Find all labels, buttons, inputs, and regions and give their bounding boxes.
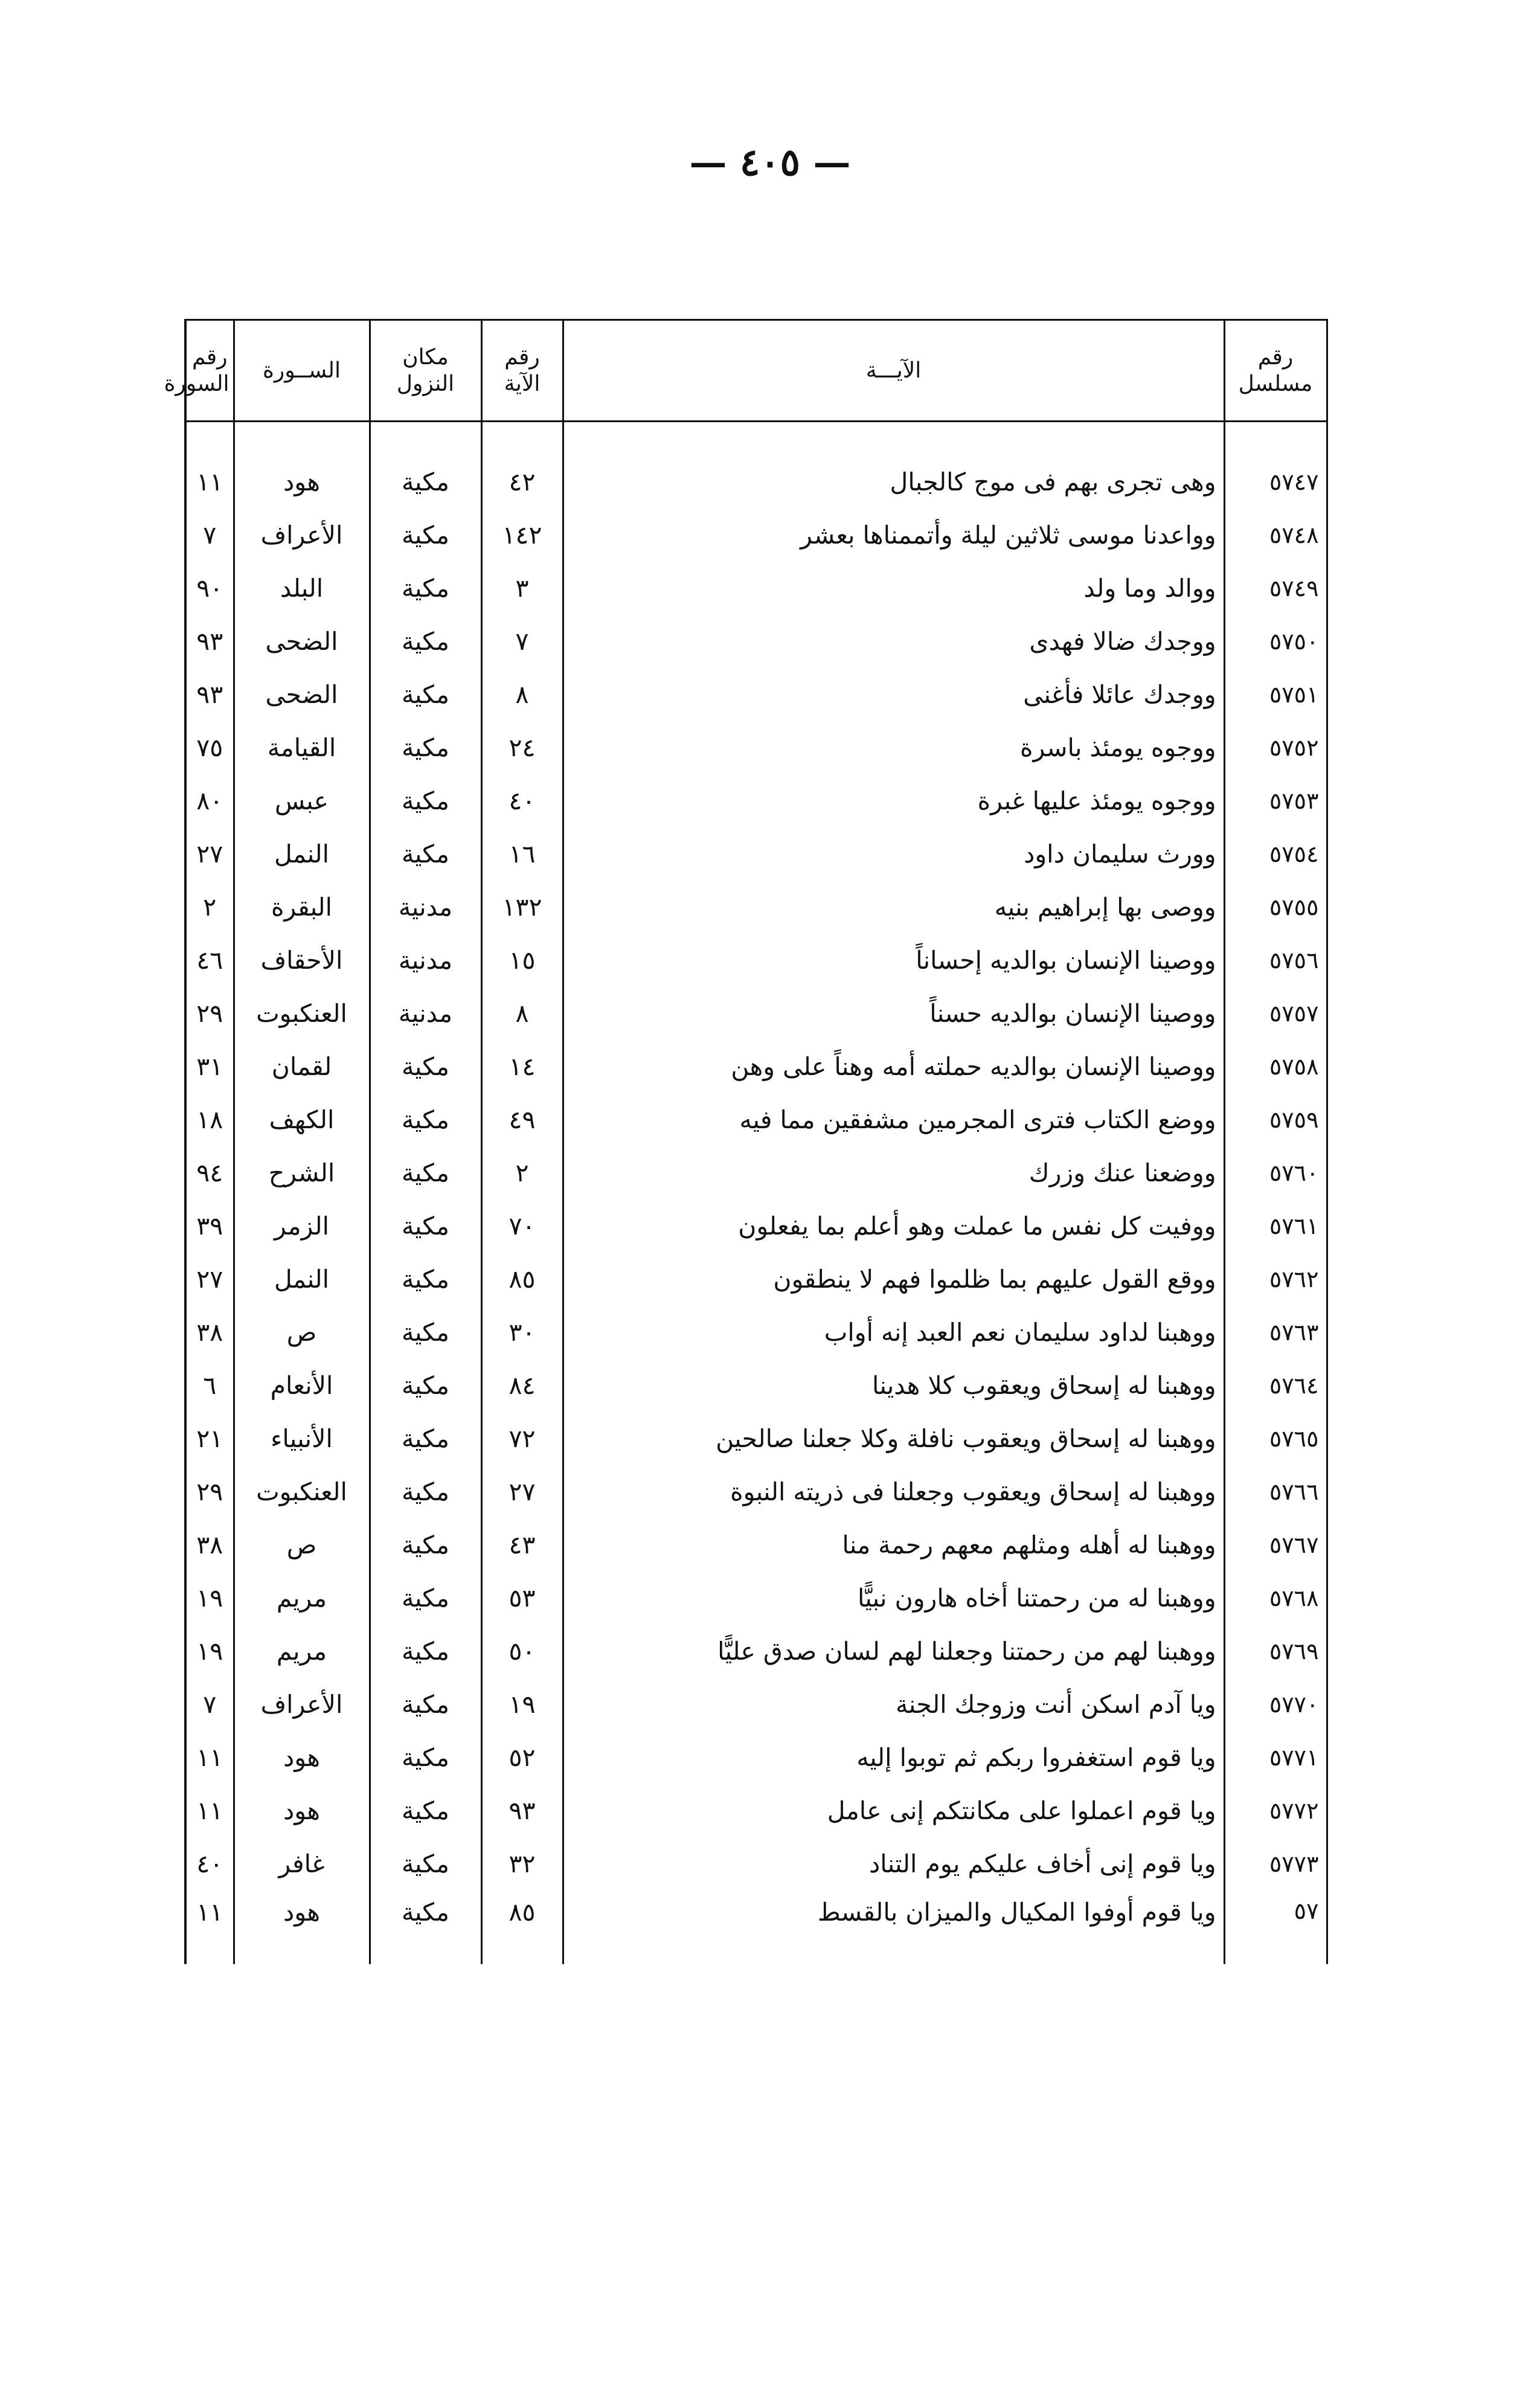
- surah-cell: الضحى: [234, 615, 370, 668]
- place-cell: مكية: [370, 1093, 481, 1146]
- surah-number-cell: ٧: [185, 1678, 234, 1731]
- table-row: [185, 827, 1327, 881]
- ayah-number-cell: ٢٤: [481, 721, 563, 774]
- verse-index-table: [164, 319, 1328, 1964]
- serial-cell: ٥٧٧٢: [1224, 1784, 1327, 1837]
- place-cell: مكية: [370, 1040, 481, 1093]
- serial-cell: ٥٧٥٢: [1224, 721, 1327, 774]
- serial-cell: ٥٧٦٦: [1224, 1465, 1327, 1518]
- surah-number-cell: ١١: [185, 1890, 234, 1964]
- place-cell: مكية: [370, 1678, 481, 1731]
- surah-number-cell: ٧٥: [185, 721, 234, 774]
- surah-number-cell: ١٩: [185, 1572, 234, 1625]
- surah-cell: الأحقاف: [234, 934, 370, 987]
- serial-cell: ٥٧: [1224, 1890, 1327, 1964]
- place-cell: مدنية: [370, 881, 481, 934]
- surah-cell: النمل: [234, 1253, 370, 1306]
- surah-number-cell: ٣٩: [185, 1199, 234, 1253]
- ayah-number-cell: ٤٩: [481, 1093, 563, 1146]
- surah-number-cell: ٦: [185, 1359, 234, 1412]
- ayah-cell: ووهبنا له من رحمتنا أخاه هارون نبيًّا: [563, 1572, 1224, 1625]
- ayah-number-cell: ١٩: [481, 1678, 563, 1731]
- surah-number-cell: ٩٠: [185, 562, 234, 615]
- place-cell: مكية: [370, 1837, 481, 1890]
- ayah-cell: ويا قوم استغفروا ربكم ثم توبوا إليه: [563, 1731, 1224, 1784]
- place-cell: مكية: [370, 1784, 481, 1837]
- place-cell: مكية: [370, 774, 481, 827]
- ayah-number-cell: ٢٧: [481, 1465, 563, 1518]
- surah-number-cell: ٢٧: [185, 827, 234, 881]
- surah-cell: البقرة: [234, 881, 370, 934]
- table-row: [185, 1890, 1327, 1964]
- table-row: [185, 1146, 1327, 1199]
- surah-number-cell: ٣٨: [185, 1518, 234, 1572]
- place-cell: مكية: [370, 615, 481, 668]
- header-serial: رقم مسلسل: [1224, 320, 1327, 422]
- surah-cell: لقمان: [234, 1040, 370, 1093]
- surah-cell: ص: [234, 1518, 370, 1572]
- surah-number-cell: ١١: [185, 455, 234, 509]
- table-row: [185, 1253, 1327, 1306]
- ayah-number-cell: ٥٠: [481, 1625, 563, 1678]
- ayah-cell: ووجدك عائلا فأغنى: [563, 668, 1224, 721]
- table-row: [185, 1837, 1327, 1890]
- table-row: [185, 774, 1327, 827]
- place-cell: مدنية: [370, 934, 481, 987]
- ayah-cell: ووهبنا له إسحاق ويعقوب وجعلنا فى ذريته النبوة: [563, 1465, 1224, 1518]
- ayah-cell: ويا آدم اسكن أنت وزوجك الجنة: [563, 1678, 1224, 1731]
- ayah-cell: ويا قوم اعملوا على مكانتكم إنى عامل: [563, 1784, 1224, 1837]
- ayah-number-cell: ٤٠: [481, 774, 563, 827]
- serial-cell: ٥٧٤٩: [1224, 562, 1327, 615]
- serial-cell: ٥٧٦٣: [1224, 1306, 1327, 1359]
- place-cell: مكية: [370, 455, 481, 509]
- serial-cell: ٥٧٥٥: [1224, 881, 1327, 934]
- table-row: [185, 668, 1327, 721]
- table-row: [185, 1040, 1327, 1093]
- header-ayah-number: رقم الآية: [481, 320, 563, 422]
- ayah-cell: وورث سليمان داود: [563, 827, 1224, 881]
- serial-cell: ٥٧٤٨: [1224, 509, 1327, 562]
- surah-cell: غافر: [234, 1837, 370, 1890]
- surah-cell: ص: [234, 1306, 370, 1359]
- table-row: [185, 934, 1327, 987]
- place-cell: مكية: [370, 668, 481, 721]
- table-row: [185, 1731, 1327, 1784]
- serial-cell: ٥٧٧٣: [1224, 1837, 1327, 1890]
- ayah-cell: ووضعنا عنك وزرك: [563, 1146, 1224, 1199]
- serial-cell: ٥٧٥٦: [1224, 934, 1327, 987]
- table-row: [185, 509, 1327, 562]
- table-row: [185, 1306, 1327, 1359]
- ayah-cell: ووهبنا له إسحاق ويعقوب كلا هدينا: [563, 1359, 1224, 1412]
- ayah-number-cell: ٧٠: [481, 1199, 563, 1253]
- ayah-number-cell: ٤٢: [481, 455, 563, 509]
- place-cell: مكية: [370, 721, 481, 774]
- surah-number-cell: ١٩: [185, 1625, 234, 1678]
- serial-cell: ٥٧٦٠: [1224, 1146, 1327, 1199]
- place-cell: مكية: [370, 1465, 481, 1518]
- surah-cell: الأنبياء: [234, 1412, 370, 1465]
- serial-cell: ٥٧٦٢: [1224, 1253, 1327, 1306]
- ayah-number-cell: ١٥: [481, 934, 563, 987]
- ayah-number-cell: ٥٢: [481, 1731, 563, 1784]
- serial-cell: ٥٧٥٠: [1224, 615, 1327, 668]
- surah-cell: الأعراف: [234, 1678, 370, 1731]
- surah-cell: الأنعام: [234, 1359, 370, 1412]
- place-cell: مكية: [370, 1518, 481, 1572]
- header-surah-number: رقم السورة: [185, 320, 234, 422]
- surah-number-cell: ٩٣: [185, 668, 234, 721]
- surah-number-cell: ٣٨: [185, 1306, 234, 1359]
- spacer-cell: [370, 422, 481, 456]
- surah-number-cell: ٢١: [185, 1412, 234, 1465]
- place-cell: مكية: [370, 1731, 481, 1784]
- spacer-row: [185, 422, 1327, 456]
- place-cell: مكية: [370, 1199, 481, 1253]
- surah-number-cell: ٢: [185, 881, 234, 934]
- surah-cell: الكهف: [234, 1093, 370, 1146]
- ayah-number-cell: ٣٢: [481, 1837, 563, 1890]
- place-cell: مكية: [370, 562, 481, 615]
- ayah-cell: ووصينا الإنسان بوالديه حسناً: [563, 987, 1224, 1040]
- page-number: — ٤٠٥ —: [689, 140, 851, 184]
- ayah-number-cell: ٨: [481, 987, 563, 1040]
- ayah-cell: ويا قوم أوفوا المكيال والميزان بالقسط: [563, 1890, 1224, 1964]
- serial-cell: ٥٧٦٨: [1224, 1572, 1327, 1625]
- ayah-cell: ووهبنا لهم من رحمتنا وجعلنا لهم لسان صدق عليًّا: [563, 1625, 1224, 1678]
- spacer-cell: [481, 422, 563, 456]
- table-row: [185, 615, 1327, 668]
- place-cell: مكية: [370, 1146, 481, 1199]
- table-row: [185, 1412, 1327, 1465]
- header-surah: الســورة: [234, 320, 370, 422]
- ayah-cell: ووجوه يومئذ عليها غبرة: [563, 774, 1224, 827]
- ayah-cell: وواعدنا موسى ثلاثين ليلة وأتممناها بعشر: [563, 509, 1224, 562]
- serial-cell: ٥٧٦١: [1224, 1199, 1327, 1253]
- surah-number-cell: ٢٩: [185, 987, 234, 1040]
- serial-cell: ٥٧٤٧: [1224, 455, 1327, 509]
- place-cell: مكية: [370, 1572, 481, 1625]
- ayah-cell: ووهبنا له إسحاق ويعقوب نافلة وكلا جعلنا صالحين: [563, 1412, 1224, 1465]
- ayah-cell: ووهبنا له أهله ومثلهم معهم رحمة منا: [563, 1518, 1224, 1572]
- surah-number-cell: ٢٩: [185, 1465, 234, 1518]
- surah-number-cell: ٤٠: [185, 1837, 234, 1890]
- table-row: [185, 1359, 1327, 1412]
- serial-cell: ٥٧٥٤: [1224, 827, 1327, 881]
- surah-number-cell: ٩٤: [185, 1146, 234, 1199]
- ayah-number-cell: ٨٤: [481, 1359, 563, 1412]
- serial-cell: ٥٧٧٠: [1224, 1678, 1327, 1731]
- serial-cell: ٥٧٦٧: [1224, 1518, 1327, 1572]
- table-row: [185, 1199, 1327, 1253]
- ayah-cell: ووصينا الإنسان بوالديه حملته أمه وهناً على وهن: [563, 1040, 1224, 1093]
- surah-cell: هود: [234, 1731, 370, 1784]
- surah-number-cell: ٧: [185, 509, 234, 562]
- ayah-number-cell: ٢: [481, 1146, 563, 1199]
- ayah-cell: ووفيت كل نفس ما عملت وهو أعلم بما يفعلون: [563, 1199, 1224, 1253]
- spacer-cell: [234, 422, 370, 456]
- place-cell: مكية: [370, 509, 481, 562]
- place-cell: مكية: [370, 1412, 481, 1465]
- surah-cell: العنكبوت: [234, 987, 370, 1040]
- surah-cell: هود: [234, 1890, 370, 1964]
- table-row: [185, 1678, 1327, 1731]
- ayah-number-cell: ٣: [481, 562, 563, 615]
- surah-cell: النمل: [234, 827, 370, 881]
- table-row: [185, 455, 1327, 509]
- surah-cell: الضحى: [234, 668, 370, 721]
- surah-number-cell: ١١: [185, 1731, 234, 1784]
- surah-cell: البلد: [234, 562, 370, 615]
- ayah-cell: ووصينا الإنسان بوالديه إحساناً: [563, 934, 1224, 987]
- place-cell: مكية: [370, 1890, 481, 1964]
- ayah-cell: ويا قوم إنى أخاف عليكم يوم التناد: [563, 1837, 1224, 1890]
- serial-cell: ٥٧٦٩: [1224, 1625, 1327, 1678]
- spacer-cell: [563, 422, 1224, 456]
- place-cell: مكية: [370, 1359, 481, 1412]
- ayah-cell: ووجدك ضالا فهدى: [563, 615, 1224, 668]
- ayah-number-cell: ٩٣: [481, 1784, 563, 1837]
- place-cell: مكية: [370, 1625, 481, 1678]
- ayah-cell: ووصى بها إبراهيم بنيه: [563, 881, 1224, 934]
- ayah-number-cell: ٧٢: [481, 1412, 563, 1465]
- table-row: [185, 1572, 1327, 1625]
- place-cell: مكية: [370, 1253, 481, 1306]
- ayah-number-cell: ١٣٢: [481, 881, 563, 934]
- place-cell: مدنية: [370, 987, 481, 1040]
- table-row: [185, 881, 1327, 934]
- surah-cell: الأعراف: [234, 509, 370, 562]
- spacer-cell: [185, 422, 234, 456]
- ayah-number-cell: ١٦: [481, 827, 563, 881]
- ayah-number-cell: ٨٥: [481, 1253, 563, 1306]
- surah-number-cell: ٣١: [185, 1040, 234, 1093]
- serial-cell: ٥٧٥١: [1224, 668, 1327, 721]
- ayah-cell: ووقع القول عليهم بما ظلموا فهم لا ينطقون: [563, 1253, 1224, 1306]
- surah-cell: القيامة: [234, 721, 370, 774]
- surah-number-cell: ١١: [185, 1784, 234, 1837]
- table-row: [185, 1784, 1327, 1837]
- surah-cell: مريم: [234, 1625, 370, 1678]
- table-row: [185, 1518, 1327, 1572]
- place-cell: مكية: [370, 827, 481, 881]
- surah-number-cell: ٩٣: [185, 615, 234, 668]
- ayah-number-cell: ٥٣: [481, 1572, 563, 1625]
- serial-cell: ٥٧٥٨: [1224, 1040, 1327, 1093]
- surah-cell: عبس: [234, 774, 370, 827]
- serial-cell: ٥٧٦٤: [1224, 1359, 1327, 1412]
- surah-number-cell: ٢٧: [185, 1253, 234, 1306]
- surah-cell: العنكبوت: [234, 1465, 370, 1518]
- header-ayah: الآيـــة: [563, 320, 1224, 422]
- serial-cell: ٥٧٥٧: [1224, 987, 1327, 1040]
- ayah-number-cell: ٧: [481, 615, 563, 668]
- ayah-number-cell: ١٤٢: [481, 509, 563, 562]
- serial-cell: ٥٧٧١: [1224, 1731, 1327, 1784]
- ayah-number-cell: ٤٣: [481, 1518, 563, 1572]
- surah-cell: هود: [234, 455, 370, 509]
- ayah-cell: ووالد وما ولد: [563, 562, 1224, 615]
- place-cell: مكية: [370, 1306, 481, 1359]
- ayah-cell: ووضع الكتاب فترى المجرمين مشفقين مما فيه: [563, 1093, 1224, 1146]
- serial-cell: ٥٧٥٣: [1224, 774, 1327, 827]
- table-row: [185, 1093, 1327, 1146]
- surah-number-cell: ٤٦: [185, 934, 234, 987]
- spacer-cell: [1224, 422, 1327, 456]
- table-row: [185, 1625, 1327, 1678]
- ayah-number-cell: ٣٠: [481, 1306, 563, 1359]
- ayah-number-cell: ١٤: [481, 1040, 563, 1093]
- ayah-cell: ووهبنا لداود سليمان نعم العبد إنه أواب: [563, 1306, 1224, 1359]
- table-row: [185, 1465, 1327, 1518]
- surah-cell: مريم: [234, 1572, 370, 1625]
- surah-number-cell: ٨٠: [185, 774, 234, 827]
- serial-cell: ٥٧٥٩: [1224, 1093, 1327, 1146]
- table-row: [185, 987, 1327, 1040]
- surah-cell: الزمر: [234, 1199, 370, 1253]
- serial-cell: ٥٧٦٥: [1224, 1412, 1327, 1465]
- ayah-number-cell: ٨٥: [481, 1890, 563, 1964]
- table-row: [185, 562, 1327, 615]
- table-row: [185, 721, 1327, 774]
- surah-cell: هود: [234, 1784, 370, 1837]
- ayah-number-cell: ٨: [481, 668, 563, 721]
- surah-number-cell: ١٨: [185, 1093, 234, 1146]
- header-place: مكان النزول: [370, 320, 481, 422]
- table-header-row: [185, 320, 1327, 422]
- surah-cell: الشرح: [234, 1146, 370, 1199]
- ayah-cell: ووجوه يومئذ باسرة: [563, 721, 1224, 774]
- ayah-cell: وهى تجرى بهم فى موج كالجبال: [563, 455, 1224, 509]
